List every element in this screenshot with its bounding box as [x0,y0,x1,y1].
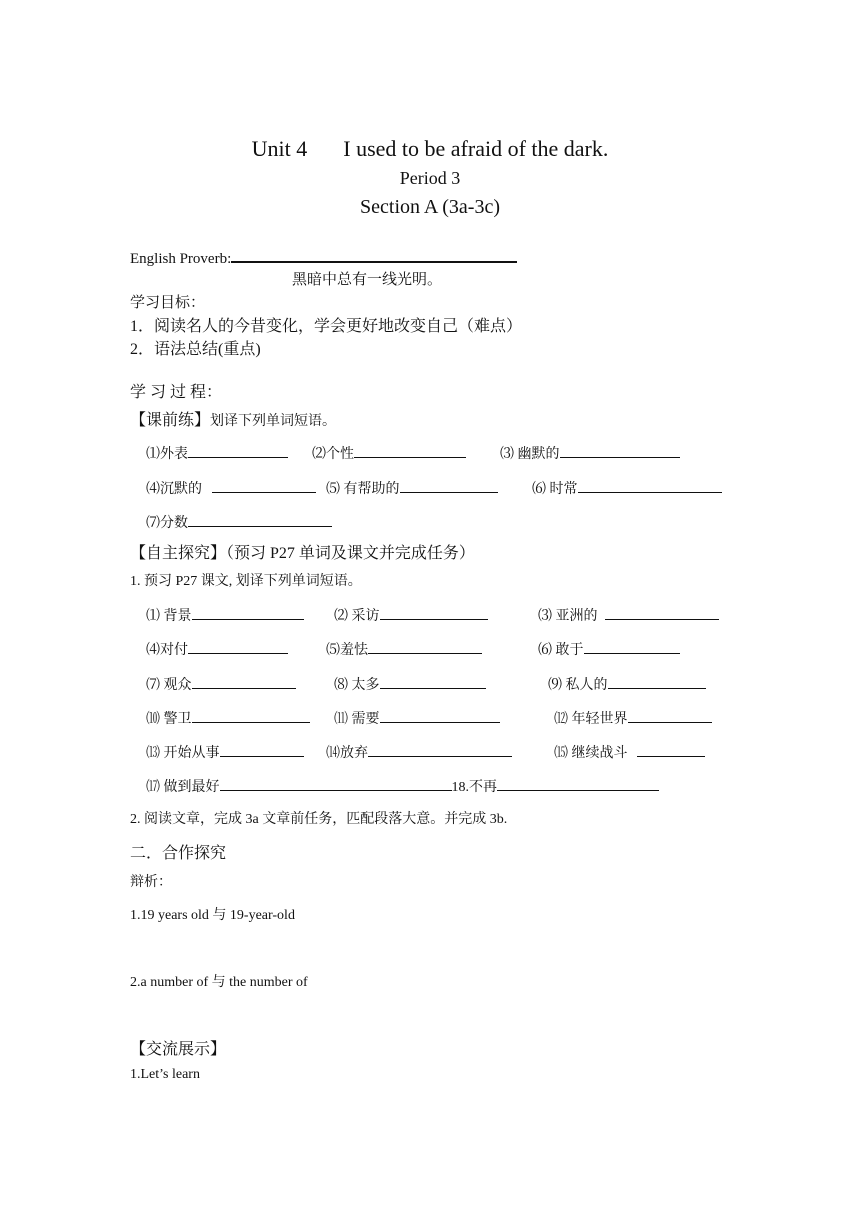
vocab-blank[interactable] [192,707,310,723]
unit-number: Unit 4 [251,136,308,161]
explore-heading: 【自主探究】（预习 P27 单词及课文并完成任务） [130,545,475,562]
vocab-blank[interactable] [354,442,466,458]
vocab-label: ⑹ 时常 [532,482,578,497]
analysis-item: 2.a number of 与 the number of [130,975,308,990]
vocab-blank[interactable] [497,775,659,791]
vocab-label: ⒄ 做到最好 [146,780,220,795]
cooperate-heading: 二．合作探究 [130,845,227,862]
vocab-blank[interactable] [560,442,680,458]
vocab-blank[interactable] [368,741,512,757]
vocab-label: ⑷沉默的 [146,482,202,497]
preclass-heading [130,407,336,430]
unit-title [0,136,860,162]
vocab-blank[interactable] [637,741,705,757]
proverb-chinese: 黑暗中总有一线光明。 [292,272,443,288]
vocab-label: ⑼ 私人的 [548,678,608,693]
vocab-label: ⑶ 幽默的 [500,447,560,462]
vocab-blank[interactable] [584,638,680,654]
vocab-blank[interactable] [380,673,486,689]
vocab-blank[interactable] [192,604,304,620]
process-heading: 学 习 过 程： [130,384,223,401]
vocab-label: ⑽ 警卫 [146,712,192,727]
vocab-blank[interactable] [380,604,488,620]
vocab-label: 18.不再 [451,780,497,795]
vocab-label: ⑴外表 [146,447,188,462]
section-label: Section A (3a-3c) [360,196,500,218]
vocab-label: ⑶ 亚洲的 [538,609,598,624]
vocab-label: ⑺分数 [146,516,188,531]
vocab-label: ⑻ 太多 [334,678,380,693]
vocab-label: ⑷对付 [146,643,188,658]
vocab-blank[interactable] [220,741,304,757]
vocab-blank[interactable] [188,442,288,458]
vocab-blank[interactable] [212,477,316,493]
vocab-label: ⑹ 敢于 [538,643,584,658]
vocab-label: ⑾ 需要 [334,712,380,727]
period-label: Period 3 [399,168,461,188]
explore-task2: 2. 阅读文章，完成 3a 文章前任务，匹配段落大意。并完成 3b. [130,812,508,827]
vocab-blank[interactable] [628,707,712,723]
proverb-label: English Proverb: [130,251,232,267]
vocab-blank[interactable] [608,673,706,689]
vocab-blank[interactable] [220,775,452,791]
vocab-label: ⑴ 背景 [146,609,192,624]
vocab-label: ⑿ 年轻世界 [554,712,628,727]
exchange-item: 1.Let’s learn [130,1067,200,1082]
vocab-blank[interactable] [368,638,482,654]
explore-task1: 1. 预习 P27 课文, 划译下列单词短语。 [130,574,362,589]
vocab-blank[interactable] [380,707,500,723]
vocab-label: ⒀ 开始从事 [146,746,220,761]
vocab-blank[interactable] [578,477,722,493]
vocab-blank[interactable] [192,673,296,689]
goal-item: 1．阅读名人的今昔变化，学会更好地改变自己（难点） [130,318,523,335]
exchange-heading: 【交流展示】 [130,1041,227,1058]
proverb-blank[interactable] [231,246,517,263]
vocab-label: ⑺ 观众 [146,678,192,693]
vocab-label: ⑵ 采访 [334,609,380,624]
vocab-blank[interactable] [188,511,332,527]
preclass-title: 【课前练】 [130,412,211,429]
vocab-label: ⑸ 有帮助的 [326,482,400,497]
analysis-label: 辩析： [130,875,172,890]
proverb-line [130,246,517,268]
vocab-blank[interactable] [188,638,288,654]
vocab-label: ⒁放弃 [326,746,368,761]
vocab-label: ⒂ 继续战斗 [554,746,628,761]
vocab-blank[interactable] [605,604,719,620]
analysis-item: 1.19 years old 与 19-year-old [130,908,295,923]
unit-heading: I used to be afraid of the dark. [343,136,609,161]
vocab-label: ⑸羞怯 [326,643,368,658]
goal-item: 2．语法总结(重点) [130,341,261,358]
preclass-instruction: 划译下列单词短语。 [210,414,337,429]
vocab-blank[interactable] [400,477,498,493]
vocab-label: ⑵个性 [312,447,354,462]
goals-heading: 学习目标： [130,295,206,311]
